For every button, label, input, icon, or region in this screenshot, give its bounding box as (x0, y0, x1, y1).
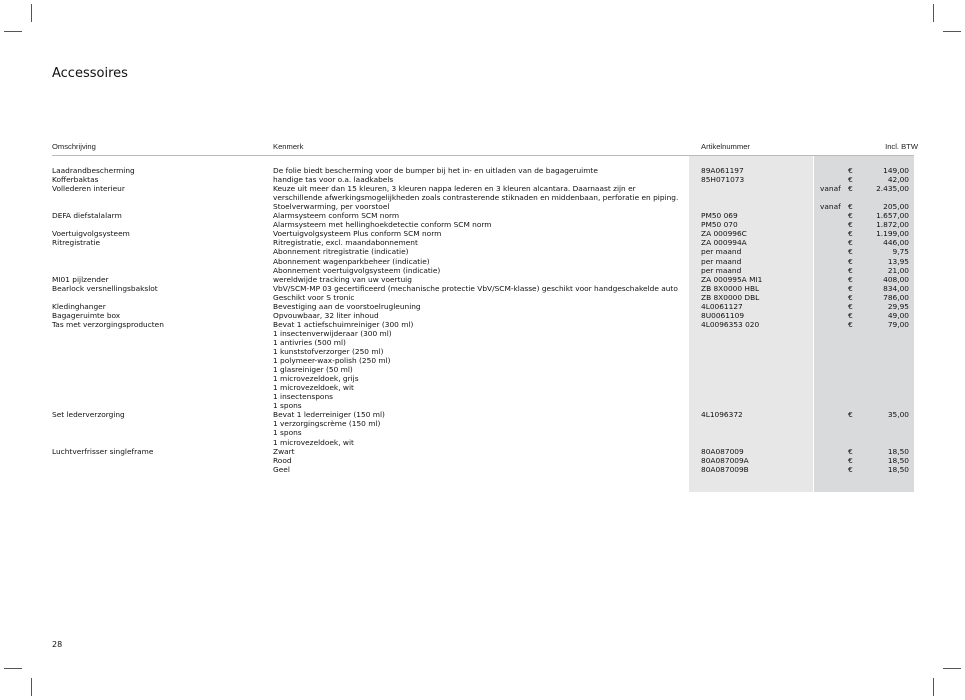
table-row (0, 365, 965, 374)
row-feature: Abonnement wagenparkbeheer (indicatie) (273, 256, 430, 266)
row-feature: Bevestiging aan de voorstoelrugleuning (273, 301, 421, 311)
table-row (0, 465, 965, 474)
table-row (0, 202, 965, 211)
table-row (0, 456, 965, 465)
row-price: 18,50 (887, 446, 909, 456)
row-feature: 1 verzorgingscrème (150 ml) (273, 419, 381, 429)
table-row (0, 175, 965, 184)
row-vanaf-label: vanaf (820, 202, 841, 212)
row-currency: € (848, 211, 853, 221)
row-currency: € (848, 238, 853, 248)
row-price: 29,95 (887, 301, 909, 311)
row-currency: € (848, 175, 853, 185)
row-price: 13,95 (887, 256, 909, 266)
row-article-number: 80A087009A (701, 455, 749, 465)
row-article-number: PM50 070 (701, 220, 738, 230)
row-description: Laadrandbescherming (52, 166, 135, 175)
row-price: 446,00 (883, 238, 909, 248)
row-article-number: 89A061197 (701, 166, 744, 175)
row-article-number: ZB 8X0000 HBL (701, 283, 760, 293)
row-feature: Geschikt voor S tronic (273, 292, 355, 302)
row-description: Set lederverzorging (52, 410, 125, 420)
table-row (0, 356, 965, 365)
row-currency: € (848, 410, 853, 420)
row-currency: € (848, 220, 853, 230)
row-price: 149,00 (883, 166, 909, 175)
row-description: Bearlock versnellingsbakslot (52, 283, 158, 293)
row-price: 49,00 (887, 310, 909, 320)
crop-mark (31, 4, 32, 22)
row-description: Bagageruimte box (52, 310, 121, 320)
header-description: Omschrijving (52, 142, 96, 151)
row-currency: € (848, 247, 853, 257)
row-currency: € (848, 184, 853, 194)
row-currency: € (848, 464, 853, 474)
row-currency: € (848, 292, 853, 302)
row-article-number: per maand (701, 265, 742, 275)
row-price: 9,75 (892, 247, 909, 257)
row-currency: € (848, 229, 853, 239)
row-currency: € (848, 274, 853, 284)
table-row (0, 438, 965, 447)
row-currency: € (848, 256, 853, 266)
row-price: 79,00 (887, 319, 909, 329)
row-feature: 1 spons (273, 428, 302, 438)
table-row (0, 302, 965, 311)
row-feature: 1 microvezeldoek, wit (273, 383, 354, 393)
row-article-number: ZA 000996C (701, 229, 747, 239)
row-feature: Geel (273, 464, 290, 474)
row-article-number: 4L0096353 020 (701, 319, 760, 329)
crop-mark (933, 678, 934, 696)
table-row (0, 238, 965, 247)
row-price: 1.657,00 (876, 211, 909, 221)
table-row (0, 347, 965, 356)
row-article-number: ZA 000995A MI1 (701, 274, 763, 284)
row-price: 42,00 (887, 175, 909, 185)
row-vanaf-label: vanaf (820, 184, 841, 194)
row-feature: Alarmsysteem met hellinghoekdetectie conform SCM norm (273, 220, 492, 230)
table-row (0, 247, 965, 256)
row-currency: € (848, 301, 853, 311)
table-row (0, 220, 965, 229)
row-currency: € (848, 319, 853, 329)
header-price: Incl. BTW (885, 142, 918, 151)
row-price: 786,00 (883, 292, 909, 302)
row-price: 408,00 (883, 274, 909, 284)
row-price: 1.872,00 (876, 220, 909, 230)
row-feature: Keuze uit meer dan 15 kleuren, 3 kleuren nappa lederen en 3 kleuren alcantara. Daarnaast zijn er (273, 184, 636, 194)
row-price: 18,50 (887, 464, 909, 474)
row-currency: € (848, 166, 853, 175)
row-article-number: 85H071073 (701, 175, 745, 185)
table-row (0, 184, 965, 193)
row-feature: Voertuigvolgsysteem Plus conform SCM norm (273, 229, 442, 239)
row-feature: 1 polymeer-wax-polish (250 ml) (273, 356, 391, 366)
row-feature: Abonnement ritregistratie (indicatie) (273, 247, 409, 257)
row-feature: De folie biedt bescherming voor de bumper bij het in- en uitladen van de bagageruimte (273, 166, 598, 175)
row-feature: Abonnement voertuigvolgsysteem (indicatie) (273, 265, 441, 275)
table-row (0, 383, 965, 392)
row-article-number: PM50 069 (701, 211, 738, 221)
table-row (0, 166, 965, 175)
row-feature: 1 glasreiniger (50 ml) (273, 365, 353, 375)
row-feature: 1 kunststofverzorger (250 ml) (273, 347, 384, 356)
row-price: 2.435,00 (876, 184, 909, 194)
table-row (0, 311, 965, 320)
header-feature: Kenmerk (273, 142, 304, 151)
row-article-number: 80A087009B (701, 464, 749, 474)
row-description: Tas met verzorgingsproducten (52, 319, 164, 329)
row-article-number: 4L0061127 (701, 301, 743, 311)
row-currency: € (848, 283, 853, 293)
table-row (0, 392, 965, 401)
row-description: Ritregistratie (52, 238, 101, 248)
row-feature: Rood (273, 455, 292, 465)
row-price: 834,00 (883, 283, 909, 293)
row-article-number: 4L1096372 (701, 410, 743, 420)
row-currency: € (848, 446, 853, 456)
header-article: Artikelnummer (701, 142, 750, 151)
row-price: 21,00 (887, 265, 909, 275)
table-row (0, 193, 965, 202)
row-feature: verschillende afwerkingsmogelijkheden zoals contrasterende stiknaden en middenbaan, perforatie en piping. (273, 193, 679, 203)
row-description: DEFA diefstalalarm (52, 211, 122, 221)
row-feature: Opvouwbaar, 32 liter inhoud (273, 310, 379, 320)
row-feature: Bevat 1 lederreiniger (150 ml) (273, 410, 385, 420)
crop-mark (31, 678, 32, 696)
row-feature: 1 insectenverwijderaar (300 ml) (273, 328, 392, 338)
row-price: 35,00 (887, 410, 909, 420)
row-feature: handige tas voor o.a. laadkabels (273, 175, 394, 185)
row-article-number: per maand (701, 247, 742, 257)
row-price: 18,50 (887, 455, 909, 465)
row-currency: € (848, 202, 853, 212)
row-feature: VbV/SCM-MP 03 gecertificeerd (mechanische protectie VbV/SCM-klasse) geschikt voor handgeschakelde auto (273, 283, 678, 293)
row-currency: € (848, 310, 853, 320)
table-row (0, 410, 965, 419)
row-article-number: ZA 000994A (701, 238, 747, 248)
crop-mark (4, 668, 22, 669)
row-currency: € (848, 265, 853, 275)
table-row (0, 229, 965, 238)
row-feature: 1 microvezeldoek, wit (273, 437, 354, 447)
table-row (0, 320, 965, 329)
table-row (0, 428, 965, 437)
table-row (0, 338, 965, 347)
row-description: Voertuigvolgsysteem (52, 229, 130, 239)
crop-mark (933, 4, 934, 22)
row-article-number: per maand (701, 256, 742, 266)
row-feature: Zwart (273, 446, 295, 456)
row-feature: Alarmsysteem conform SCM norm (273, 211, 400, 221)
crop-mark (943, 31, 961, 32)
row-description: Kledinghanger (52, 301, 106, 311)
row-description: MI01 pijlzender (52, 274, 109, 284)
table-row (0, 275, 965, 284)
row-feature: Stoelverwarming, per voorstoel (273, 202, 390, 212)
table-row (0, 329, 965, 338)
row-description: Vollederen interieur (52, 184, 125, 194)
table-row (0, 284, 965, 293)
row-currency: € (848, 455, 853, 465)
table-row (0, 419, 965, 428)
row-article-number: 8U0061109 (701, 310, 745, 320)
row-description: Kofferbaktas (52, 175, 99, 185)
row-feature: Bevat 1 actiefschuimreiniger (300 ml) (273, 319, 414, 329)
crop-mark (4, 31, 22, 32)
row-description: Luchtverfrisser singleframe (52, 446, 154, 456)
table-row (0, 293, 965, 302)
table-row (0, 266, 965, 275)
row-feature: 1 spons (273, 401, 302, 411)
table-row (0, 447, 965, 456)
row-feature: 1 insectenspons (273, 392, 333, 402)
row-article-number: 80A087009 (701, 446, 744, 456)
row-feature: wereldwijde tracking van uw voertuig (273, 274, 412, 284)
row-feature: 1 microvezeldoek, grijs (273, 374, 359, 384)
row-price: 205,00 (883, 202, 909, 212)
page-title: Accessoires (52, 66, 128, 81)
crop-mark (943, 668, 961, 669)
page-number: 28 (52, 640, 63, 649)
row-price: 1.199,00 (876, 229, 909, 239)
table-row (0, 374, 965, 383)
table-row (0, 211, 965, 220)
row-feature: 1 antivries (500 ml) (273, 337, 346, 347)
table-row (0, 257, 965, 266)
row-article-number: ZB 8X0000 DBL (701, 292, 760, 302)
table-row (0, 401, 965, 410)
row-feature: Ritregistratie, excl. maandabonnement (273, 238, 418, 248)
